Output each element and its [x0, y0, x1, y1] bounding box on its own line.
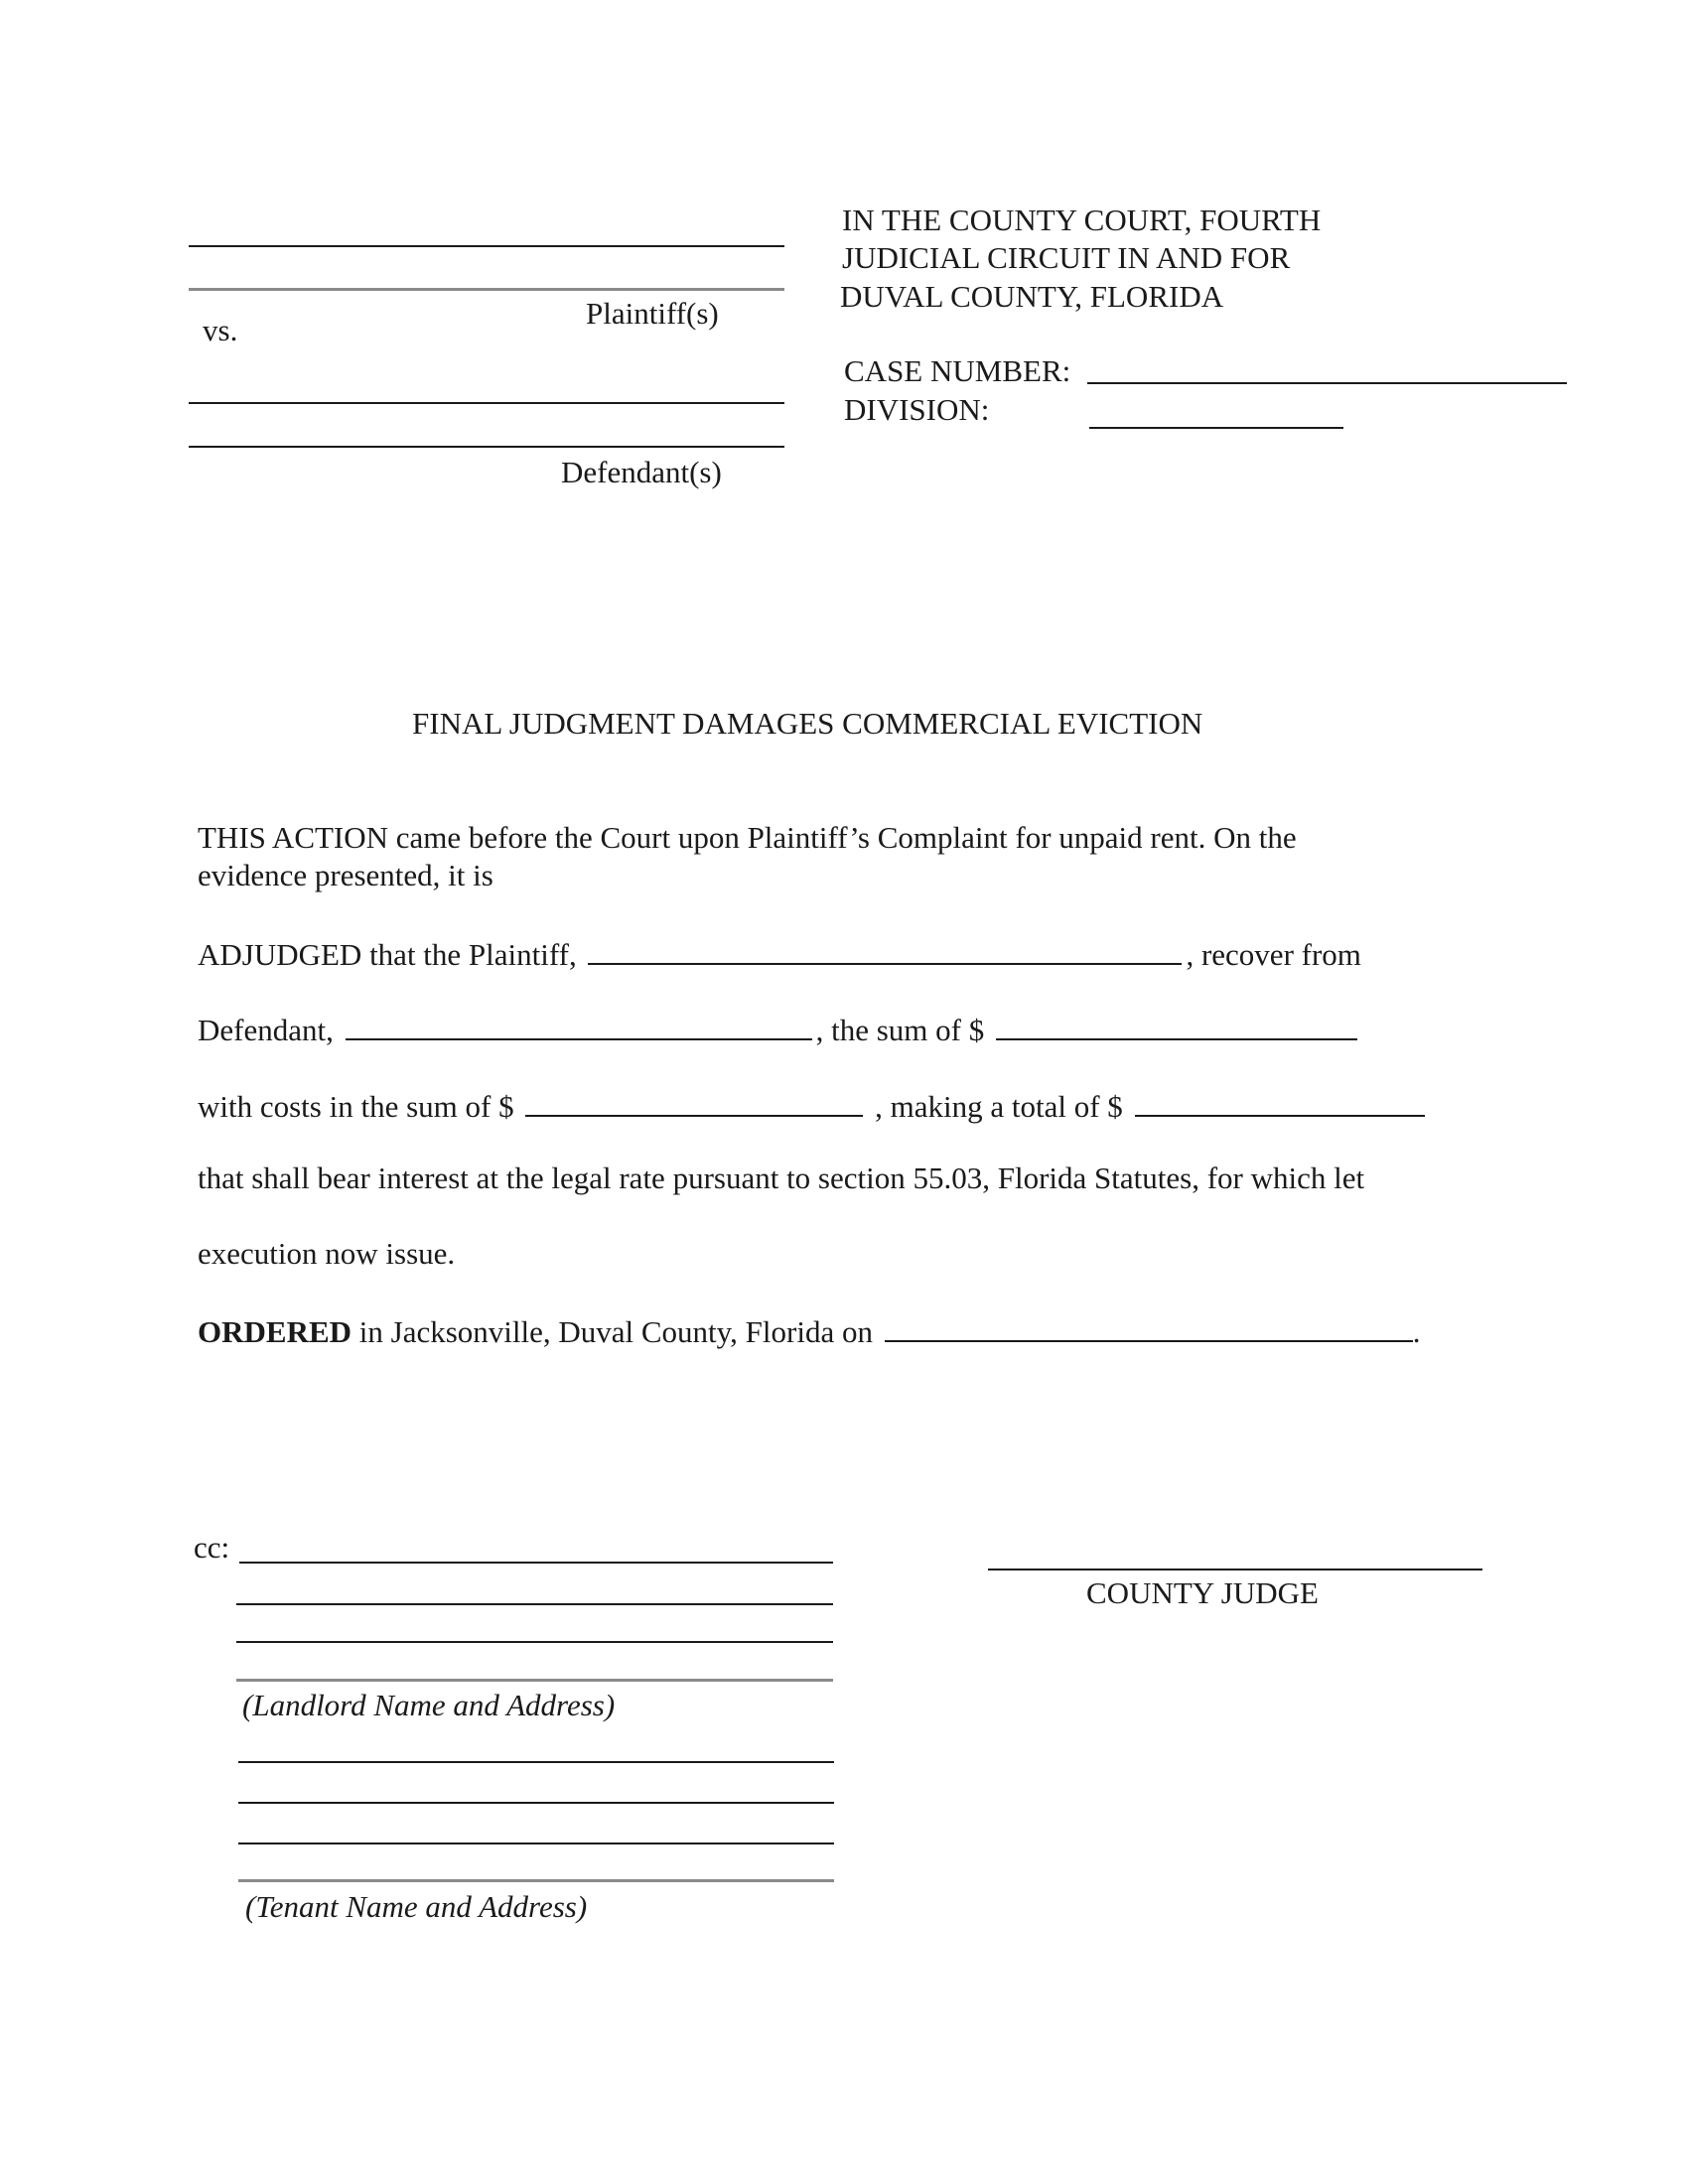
- court-heading-line-3: DUVAL COUNTY, FLORIDA: [840, 279, 1224, 314]
- plaintiff-label: Plaintiff(s): [586, 296, 719, 331]
- tenant-address-line-4[interactable]: [238, 1879, 834, 1882]
- defendant-name-field[interactable]: [346, 1009, 812, 1040]
- plaintiff-name-field[interactable]: [588, 933, 1182, 965]
- defendant-name-line-1: [189, 402, 784, 404]
- vs-label: vs.: [203, 313, 238, 347]
- tenant-address-line-2[interactable]: [238, 1802, 834, 1804]
- defendant-name-line-2: [189, 446, 784, 448]
- plaintiff-name-line-1: [189, 245, 784, 247]
- landlord-address-line-3[interactable]: [236, 1641, 833, 1643]
- costs-prefix: with costs in the sum of $: [198, 1089, 514, 1124]
- plaintiff-name-line-2: [189, 288, 784, 291]
- costs-line: [198, 1085, 1429, 1126]
- sum-text: , the sum of $: [815, 1013, 985, 1047]
- intro-line-1: THIS ACTION came before the Court upon Plaintiff’s Complaint for unpaid rent. On the: [198, 820, 1297, 855]
- case-number-field[interactable]: [1087, 382, 1567, 384]
- landlord-caption: (Landlord Name and Address): [242, 1688, 616, 1722]
- court-heading-line-2: JUDICIAL CIRCUIT IN AND FOR: [842, 240, 1291, 275]
- adjudged-suffix: , recover from: [1186, 937, 1361, 972]
- case-number-label: CASE NUMBER:: [844, 353, 1071, 388]
- ordered-end: .: [1412, 1314, 1421, 1349]
- county-judge-label: COUNTY JUDGE: [1086, 1575, 1319, 1610]
- landlord-address-line-2[interactable]: [236, 1603, 833, 1605]
- landlord-address-line-4[interactable]: [236, 1679, 833, 1682]
- division-field[interactable]: [1089, 427, 1343, 429]
- costs-amount-field[interactable]: [525, 1085, 863, 1117]
- sum-amount-field[interactable]: [996, 1009, 1357, 1040]
- division-label: DIVISION:: [844, 392, 990, 427]
- interest-line: that shall bear interest at the legal rate pursuant to section 55.03, Florida Statutes, for which let: [198, 1160, 1365, 1195]
- ordered-rest: in Jacksonville, Duval County, Florida on: [352, 1314, 873, 1349]
- defendant-line: [198, 1009, 1361, 1049]
- total-text: , making a total of $: [875, 1089, 1123, 1124]
- order-date-field[interactable]: [885, 1310, 1413, 1342]
- tenant-address-line-3[interactable]: [238, 1843, 834, 1844]
- cc-label: cc:: [194, 1530, 230, 1565]
- intro-line-2: evidence presented, it is: [198, 858, 493, 892]
- ordered-label: ORDERED: [198, 1314, 352, 1349]
- adjudged-line: [198, 933, 1361, 974]
- total-amount-field[interactable]: [1135, 1085, 1425, 1117]
- court-heading-line-1: IN THE COUNTY COURT, FOURTH: [842, 203, 1322, 237]
- adjudged-prefix: ADJUDGED that the Plaintiff,: [198, 937, 577, 972]
- execution-line: execution now issue.: [198, 1236, 456, 1271]
- landlord-address-line-1[interactable]: [239, 1562, 833, 1564]
- tenant-address-line-1[interactable]: [238, 1761, 834, 1763]
- judge-signature-line[interactable]: [988, 1569, 1482, 1570]
- ordered-line: [198, 1310, 1420, 1351]
- tenant-caption: (Tenant Name and Address): [245, 1889, 588, 1924]
- defendant-prefix: Defendant,: [198, 1013, 334, 1047]
- defendant-label: Defendant(s): [561, 455, 722, 489]
- document-title: FINAL JUDGMENT DAMAGES COMMERCIAL EVICTION: [412, 706, 1203, 741]
